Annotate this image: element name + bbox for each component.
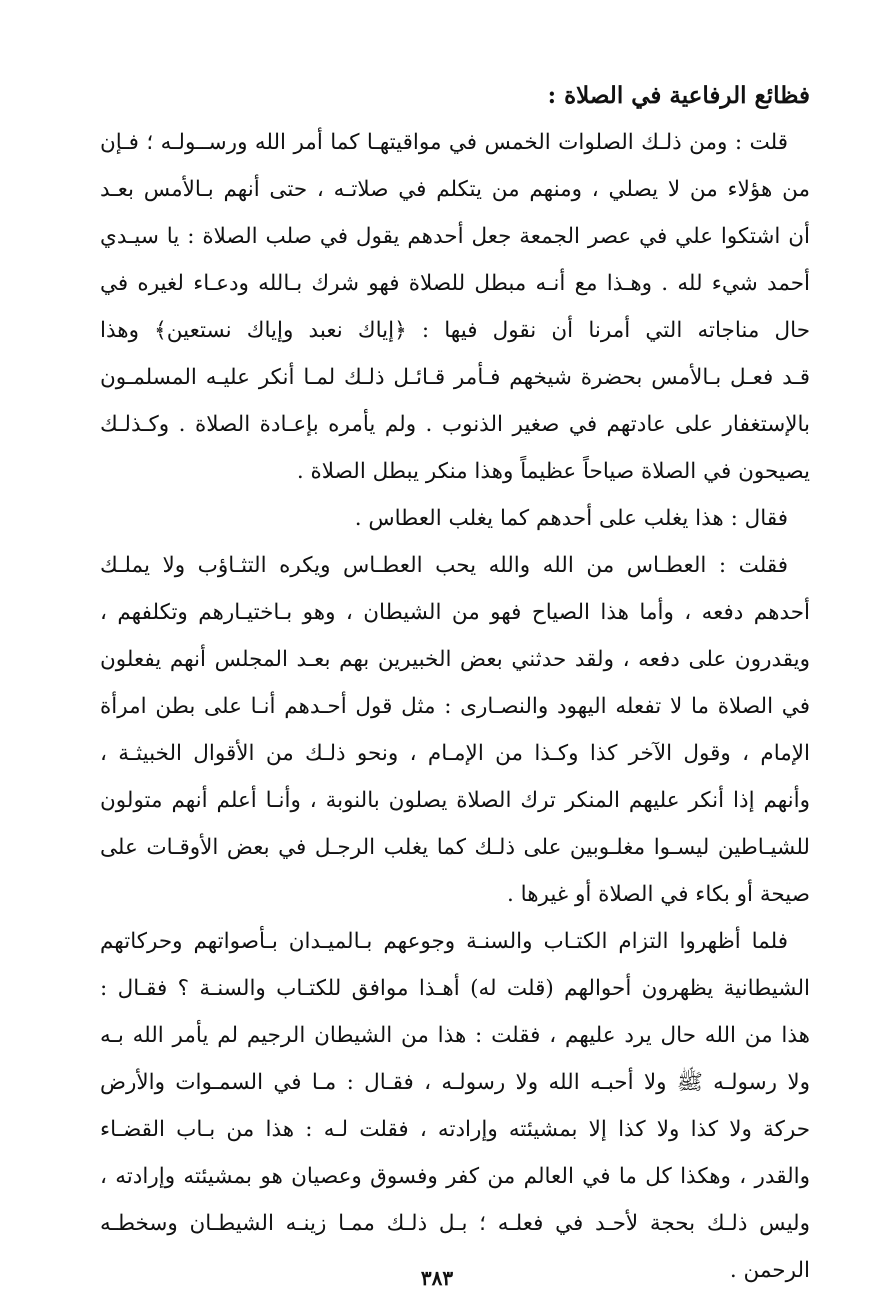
text-line: قلت : ومن ذلـك الصلوات الخمس في مواقيتهـا كما أمر الله ورســولـه ؛ فـإن bbox=[100, 130, 788, 155]
text-line: يصيحون في الصلاة صياحاً عظيماً وهذا منكر يبطل الصلاة . bbox=[296, 459, 810, 484]
text-line: حركة ولا كذا ولا كذا إلا بمشيئته وإرادته ، فقلت لـه : هذا من بـاب القضـاء bbox=[100, 1117, 810, 1142]
page-number: ٣٨٣ bbox=[420, 1266, 454, 1290]
section-heading: فظائع الرفاعية في الصلاة : bbox=[547, 82, 810, 109]
text-line: من هؤلاء من لا يصلي ، ومنهم من يتكلم في صلاتـه ، حتى أنهم بـالأمس بعـد bbox=[100, 177, 810, 202]
text-line: أحدهم دفعه ، وأما هذا الصياح فهو من الشيطان ، وهو بـاختيـارهم وتكلفهم ، bbox=[100, 600, 810, 625]
page-body bbox=[100, 72, 810, 1294]
text-line: قـد فعـل بـالأمس بحضرة شيخهم فـأمر قـائـل ذلـك لمـا أنكر عليـه المسلمـون bbox=[100, 365, 810, 390]
text-line: ويقدرون على دفعه ، ولقد حدثني بعض الخبيرين بهم بعـد المجلس أنهم يفعلون bbox=[100, 647, 810, 672]
text-line: بالإستغفار على عادتهم في صغير الذنوب . ولم يأمره بإعـادة الصلاة . وكـذلـك bbox=[100, 412, 810, 437]
text-line: فلما أظهروا التزام الكتـاب والسنـة وجوعهم بـالميـدان بـأصواتهم وحركاتهم bbox=[100, 929, 788, 954]
text-line: فقلت : العطـاس من الله والله يحب العطـاس ويكره التثـاؤب ولا يملـك bbox=[100, 553, 788, 578]
text-line: فقال : هذا يغلب على أحدهم كما يغلب العطاس . bbox=[354, 506, 788, 531]
text-line: أحمد شيء لله . وهـذا مع أنـه مبطل للصلاة فهو شرك بـالله ودعـاء لغيره في bbox=[100, 271, 810, 296]
text-line: والقدر ، وهكذا كل ما في العالم من كفر وفسوق وعصيان هو بمشيئته وإرادته ، bbox=[100, 1164, 810, 1189]
text-line: الرحمن . bbox=[729, 1258, 810, 1283]
text-line: هذا من الله حال يرد عليهم ، فقلت : هذا من الشيطان الرجيم لم يأمر الله بـه bbox=[100, 1023, 810, 1048]
text-line: في الصلاة ما لا تفعله اليهود والنصـارى : مثل قول أحـدهم أنـا على بطن امرأة bbox=[100, 694, 810, 719]
text-line: للشيـاطين ليسـوا مغلـوبين على ذلـك كما يغلب الرجـل في بعض الأوقـات على bbox=[100, 835, 810, 860]
text-line: ولا رسولـه ﷺ ولا أحبـه الله ولا رسولـه ، فقـال : مـا في السمـوات والأرض bbox=[100, 1070, 810, 1095]
text-line: الشيطانية يظهرون أحوالهم (قلت له) أهـذا موافق للكتـاب والسنـة ؟ فقـال : bbox=[100, 976, 810, 1001]
text-line: وأنهم إذا أنكر عليهم المنكر ترك الصلاة يصلون بالنوبة ، وأنـا أعلم أنهم متولون bbox=[100, 788, 810, 813]
text-line: حال مناجاته التي أمرنا أن نقول فيها : ﴿إياك نعبد وإياك نستعين﴾ وهذا bbox=[100, 318, 810, 343]
text-line: أن اشتكوا علي في عصر الجمعة جعل أحدهم يقول في صلب الصلاة : يا سيـدي bbox=[100, 224, 810, 249]
text-line: الإمام ، وقول الآخر كذا وكـذا من الإمـام ، ونحو ذلـك من الأقوال الخبيثـة ، bbox=[100, 741, 810, 766]
text-line: وليس ذلـك بحجة لأحـد في فعلـه ؛ بـل ذلـك ممـا زينـه الشيطـان وسخطـه bbox=[100, 1211, 810, 1236]
text-line: صيحة أو بكاء في الصلاة أو غيرها . bbox=[507, 882, 810, 907]
